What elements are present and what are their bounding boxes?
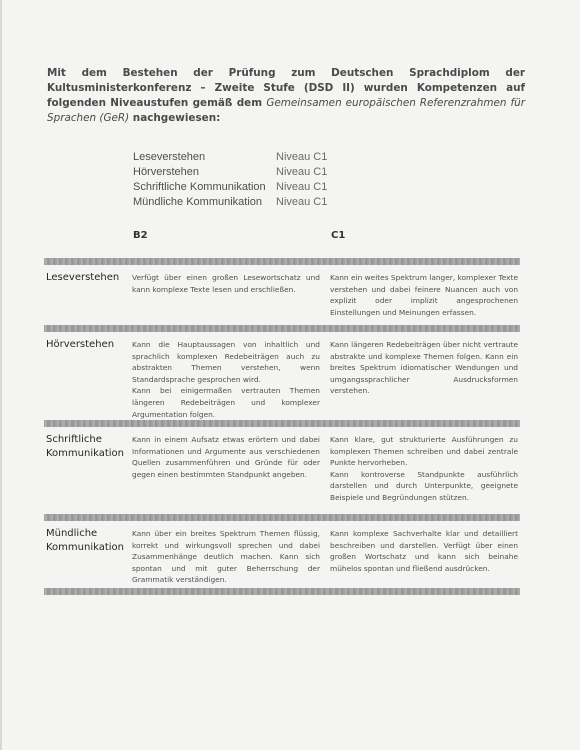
level-row [133,150,353,165]
cell-text: Kann in einem Aufsatz etwas erörtern und dabei Informationen und Argumente aus verschiedenen Quellen zusammenführen und Gründe für oder gegen einen bestimmten Standpunkt angeben. [132,435,320,479]
level-skill: Mündliche Kommunikation [133,196,263,208]
cell-text: Kann komplexe Sachverhalte klar und detailliert beschreiben und darstellen. Verfügt über einen großen Wortschatz und kann sich beinahe mühelos spontan und fließend ausdrücken. [330,529,518,573]
cell-text: Verfügt über einen großen Lesewortschatz und kann komplexe Texte lesen und erschließen. [132,273,320,294]
row-label: Hörverstehen [46,339,115,350]
table-divider [44,514,520,521]
row-label: Mündliche Kommunikation [46,528,125,553]
intro-paragraph [47,66,525,126]
cell-text: Kann kontroverse Standpunkte ausführlich darstellen und durch Unterpunkte, geeignete Beispiele und Begründungen stützen. [330,469,518,502]
level-row [133,195,353,210]
table-row-schriftliche-kommunikation [44,427,520,514]
intro-reference-framework: Gemeinsamen europäischen Referenzrahmen für Sprachen (GeR) [47,97,525,124]
cell-text: Kann über ein breites Spektrum Themen flüssig, korrekt und wirkungsvoll sprechen und dabei Zusammenhänge deutlich machen. Kann sich spontan und mit guter Beherrschung der Grammatik verständigen. [132,529,320,585]
level-row [133,180,353,195]
cell-text: Kann bei einigermaßen vertrauten Themen längeren Redebeiträgen und komplexer Argumentation folgen. [132,386,320,419]
cell-text: Kann klare, gut strukturierte Ausführungen zu komplexen Themen schreiben und dabei zentrale Punkte hervorheben. [330,435,518,468]
cell-c1 [330,434,518,504]
cell-c1 [330,272,518,318]
level-value: Niveau C1 [276,166,328,178]
table-divider [44,420,520,427]
cell-text: Kann ein weites Spektrum langer, komplexer Texte verstehen und dabei feinere Nuancen auch von explizit oder implizit angesprochenen Einstellungen und Meinungen erfassen. [330,273,518,317]
row-label: Leseverstehen [46,272,120,283]
table-divider [44,325,520,332]
table-divider [44,258,520,265]
level-value: Niveau C1 [276,196,328,208]
competence-table [44,258,520,595]
table-row-leseverstehen [44,265,520,325]
cell-b2 [132,272,320,295]
cell-text: Kann längeren Redebeiträgen über nicht vertraute abstrakte und komplexe Themen folgen. Kann ein breites Spektrum idiomatischer Wendungen und umgangssprachlicher Ausdrucksformen verstehen. [330,340,518,396]
cell-c1 [330,528,518,574]
level-skill: Hörverstehen [133,166,200,178]
row-label: Schriftliche Kommunikation [46,434,125,459]
level-row [133,165,353,180]
level-skill: Leseverstehen [133,151,206,163]
level-value: Niveau C1 [276,151,328,163]
table-row-hoerverstehen [44,332,520,420]
cell-b2 [132,434,320,480]
levels-list [133,150,353,210]
level-value: Niveau C1 [276,181,328,193]
column-header-b2: B2 [133,230,148,241]
intro-text-end: nachgewiesen: [129,112,221,124]
intro-text: Mit dem Bestehen der Prüfung zum Deutschen Sprachdiplom der Kultusministerkonferenz – Zweite Stufe (DSD II) wurden Kompetenzen auf folgenden Niveaustufen gemäß dem [47,67,525,109]
cell-b2 [132,339,320,420]
page-edge [0,0,2,750]
column-header-c1: C1 [331,230,346,241]
table-row-muendliche-kommunikation [44,521,520,588]
level-skill: Schriftliche Kommunikation [133,181,266,193]
cell-c1 [330,339,518,397]
cell-text: Kann die Hauptaussagen von inhaltlich und sprachlich komplexen Redebeiträgen auch zu abstrakten Themen verstehen, wenn Standardsprache gesprochen wird. [132,340,320,384]
cell-b2 [132,528,320,586]
table-divider [44,588,520,595]
